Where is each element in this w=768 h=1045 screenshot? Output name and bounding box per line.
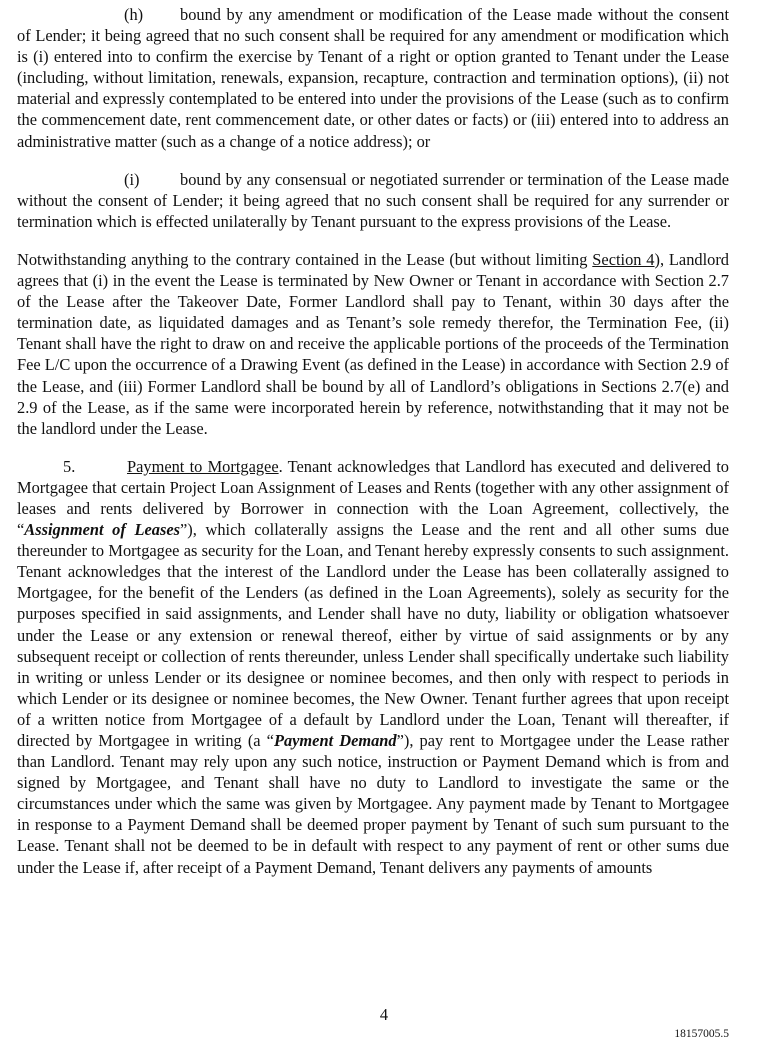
spacer [17,232,729,249]
section-5-heading: Payment to Mortgagee [127,456,279,476]
spacer [17,152,729,169]
clause-i-label: (i) [124,169,140,189]
section-4-reference: Section 4 [592,249,655,269]
clause-h [17,4,729,152]
page-number: 4 [379,1005,389,1024]
section-5-text-3: ”), pay rent to Mortgagee under the Lease rather than Landlord. Tenant may rely upon any such notice, instruction or Payment Demand which is from and signed by Mortgagee, and Tenant shall have no duty to Landlord to investigate the same or the circumstances under which the same was given by Mortgagee. Any payment made by Tenant to Mortgagee in response to a Payment Demand shall be deemed proper payment by Tenant of such sum pursuant to the Lease. Tenant shall not be deemed to be in default with respect to any payment of rent or other sums due under the Lease if, after receipt of a Payment Demand, Tenant delivers any payments of amounts [17,731,729,877]
notwithstanding-paragraph [17,249,729,439]
clause-h-text: bound by any amendment or modification of the Lease made without the consent of Lender; it being agreed that no such consent shall be required for any amendment or modification which is (i) entered into to confirm the exercise by Tenant of a right or option granted to Tenant under the Lease (including, without limitation, renewals, expansion, recapture, contraction and termination options), (ii) not material and expressly contemplated to be entered into under the provisions of the Lease (such as to confirm the commencement date, rent commencement date, or other dates or facts) or (iii) entered into to address an administrative matter (such as a change of a notice address); or [17,5,729,151]
spacer [17,439,729,456]
document-page [17,4,729,878]
notwithstanding-text-end: ), Landlord agrees that (i) in the event the Lease is terminated by New Owner or Tenant in accordance with Section 2.7 of the Lease after the Takeover Date, Former Landlord shall pay to Tenant, within 30 days after the termination date, as liquidated damages and as Tenant’s sole remedy therefor, the Termination Fee, (ii) Tenant shall have the right to draw on and receive the applicable portions of the proceeds of the Termination Fee L/C upon the occurrence of a Drawing Event (as defined in the Lease) in accordance with Section 2.9 of the Lease, and (iii) Former Landlord shall be bound by all of Landlord’s obligations in Sections 2.7(e) and 2.9 of the Lease, as if the same were incorporated herein by reference, notwithstanding that it may not be the landlord under the Lease. [17,249,730,438]
defined-term-payment-demand: Payment Demand [273,731,397,750]
document-id: 18157005.5 [674,1028,729,1040]
clause-i-text: bound by any consensual or negotiated surrender or termination of the Lease made without the consent of Lender; it being agreed that no such consent shall be required for any surrender or termination which is effected unilaterally by Tenant pursuant to the express provisions of the Lease. [17,169,729,231]
defined-term-assignment-of-leases: Assignment of Leases [24,520,181,540]
section-5-text-1: . Tenant acknowledges that Landlord has executed and delivered to Mortgagee that certain Project Loan Assignment of Leases and Rents (together with any other assignment of leases and rents delivered by Borrower in connection with the Loan Agreement, collectively, the “ [17,456,729,540]
clause-h-label: (h) [124,5,144,24]
clause-i [17,169,729,232]
section-5-paragraph [17,456,729,878]
section-5-number: 5. [63,456,76,476]
section-5-text-2: ”), which collaterally assigns the Lease and the rent and all other sums due thereunder to Mortgagee as security for the Loan, and Tenant hereby expressly consents to such assignment. Tenant acknowledges that the interest of the Landlord under the Lease has been collaterally assigned to Mortgagee, for the benefit of the Lenders (as defined in the Loan Agreements), solely as security for the purposes specified in said assignments, and Lender shall have no duty, liability or obligation whatsoever under the Lease or any extension or renewal thereof, either by virtue of said assignments or by any subsequent receipt or collection of rents thereunder, unless Lender shall specifically undertake such liability in writing or unless Lender or its designee or nominee becomes, and then only with respect to periods in which Lender or its designee or nominee becomes, the New Owner. Tenant further agrees that upon receipt of a written notice from Mortgagee of a default by Landlord under the Loan, Tenant will thereafter, if directed by Mortgagee in writing (a “ [17,520,729,750]
notwithstanding-text-start: Notwithstanding anything to the contrary contained in the Lease (but without limiting [17,249,593,269]
